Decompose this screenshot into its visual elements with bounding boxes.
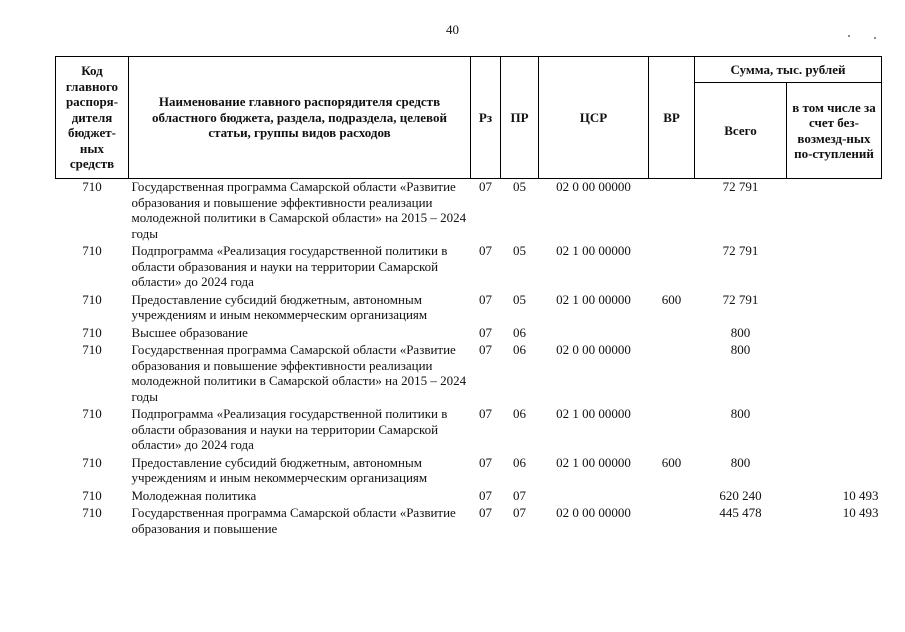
table-header (56, 57, 882, 179)
table-row (56, 243, 882, 292)
row-pr: 07 (513, 505, 526, 520)
row-free: 10 493 (842, 505, 879, 520)
row-free (787, 342, 882, 406)
row-pr: 05 (513, 243, 526, 258)
row-total: 72 791 (722, 243, 759, 258)
row-pr: 06 (513, 406, 526, 421)
row-code: 710 (82, 291, 102, 307)
row-vr (649, 179, 695, 244)
row-name: Предоставление субсидий бюджетным, автономным учреждениям и иным некоммерческим организациям (131, 454, 428, 485)
row-name: Высшее образование (131, 324, 248, 340)
row-csr: 02 0 00 00000 (556, 505, 631, 520)
row-free (787, 179, 882, 244)
budget-table (55, 56, 882, 538)
row-name: Государственная программа Самарской области «Развитие образования и повышение эффективности реализации молодежной политики в Самарской области» на 2015 – 2024 годы (131, 342, 467, 404)
row-code: 710 (82, 342, 102, 357)
row-name: Подпрограмма «Реализация государственной политики в области образования и науки на территории Самарской области» до 2024 года (131, 243, 448, 289)
row-csr: 02 1 00 00000 (556, 291, 631, 307)
row-pr: 05 (513, 291, 526, 307)
row-csr: 02 0 00 00000 (556, 342, 631, 357)
row-free (787, 325, 882, 343)
header-name: Наименование главного распорядителя средств областного бюджета, раздела, подраздела, целевой статьи, группы видов расходов (129, 57, 471, 179)
table-row (56, 342, 882, 406)
row-rz: 07 (479, 454, 492, 470)
row-total: 620 240 (719, 487, 762, 503)
row-total: 72 791 (722, 291, 759, 307)
row-free (787, 243, 882, 292)
row-vr (649, 406, 695, 455)
row-pr: 05 (513, 179, 526, 194)
row-vr (649, 488, 695, 506)
table-row (56, 292, 882, 325)
row-total: 800 (730, 454, 751, 470)
header-vr: ВР (649, 57, 695, 179)
row-code: 710 (82, 505, 102, 520)
row-code: 710 (82, 179, 102, 194)
table-row (56, 505, 882, 538)
row-csr: 02 1 00 00000 (556, 243, 631, 258)
row-vr (649, 505, 695, 538)
row-total: 800 (730, 342, 751, 357)
scan-speck (874, 37, 876, 39)
row-pr: 06 (513, 342, 526, 357)
row-rz: 07 (479, 179, 492, 194)
row-free (787, 406, 882, 455)
row-csr: 02 1 00 00000 (556, 454, 631, 470)
row-pr: 06 (513, 324, 526, 340)
row-name: Государственная программа Самарской области «Развитие образования и повышение (131, 505, 456, 536)
row-name: Государственная программа Самарской области «Развитие образования и повышение эффективности реализации молодежной политики в Самарской области» на 2015 – 2024 годы (131, 179, 467, 241)
row-rz: 07 (479, 324, 492, 340)
row-code: 710 (82, 406, 102, 421)
header-rz: Рз (471, 57, 501, 179)
row-total: 72 791 (722, 179, 759, 194)
table-body (56, 179, 882, 539)
row-pr: 06 (513, 454, 526, 470)
page-number: 40 (446, 22, 459, 37)
row-csr (539, 488, 649, 506)
header-free: в том числе за счет без-возмезд-ных по-ступлений (787, 83, 882, 179)
table-row (56, 179, 882, 244)
header-pr: ПР (501, 57, 539, 179)
table-row (56, 488, 882, 506)
row-csr: 02 1 00 00000 (556, 406, 631, 421)
row-rz: 07 (479, 342, 492, 357)
row-free: 10 493 (842, 487, 879, 503)
row-name: Молодежная политика (131, 487, 257, 503)
row-rz: 07 (479, 291, 492, 307)
row-rz: 07 (479, 406, 492, 421)
row-vr: 600 (661, 454, 682, 470)
row-free (787, 455, 882, 488)
row-vr (649, 342, 695, 406)
table-row (56, 325, 882, 343)
row-rz: 07 (479, 505, 492, 520)
header-sum-group: Сумма, тыс. рублей (695, 57, 882, 83)
row-rz: 07 (479, 487, 492, 503)
row-pr: 07 (513, 487, 526, 503)
row-total: 800 (730, 406, 751, 421)
row-total: 445 478 (719, 505, 762, 520)
row-total: 800 (730, 324, 751, 340)
row-csr (539, 325, 649, 343)
scan-speck (848, 35, 850, 37)
row-code: 710 (82, 324, 102, 340)
row-csr: 02 0 00 00000 (556, 179, 631, 194)
row-name: Подпрограмма «Реализация государственной политики в области образования и науки на территории Самарской области» до 2024 года (131, 406, 448, 452)
row-rz: 07 (479, 243, 492, 258)
row-vr (649, 325, 695, 343)
header-code: Код главного распоря-дителя бюджет-ных средств (56, 57, 129, 179)
row-vr: 600 (661, 291, 682, 307)
header-total: Всего (695, 83, 787, 179)
header-csr: ЦСР (539, 57, 649, 179)
row-code: 710 (82, 454, 102, 470)
row-code: 710 (82, 243, 102, 258)
row-code: 710 (82, 487, 102, 503)
table-row (56, 406, 882, 455)
row-name: Предоставление субсидий бюджетным, автономным учреждениям и иным некоммерческим организациям (131, 291, 428, 322)
row-free (787, 292, 882, 325)
row-vr (649, 243, 695, 292)
table-row (56, 455, 882, 488)
